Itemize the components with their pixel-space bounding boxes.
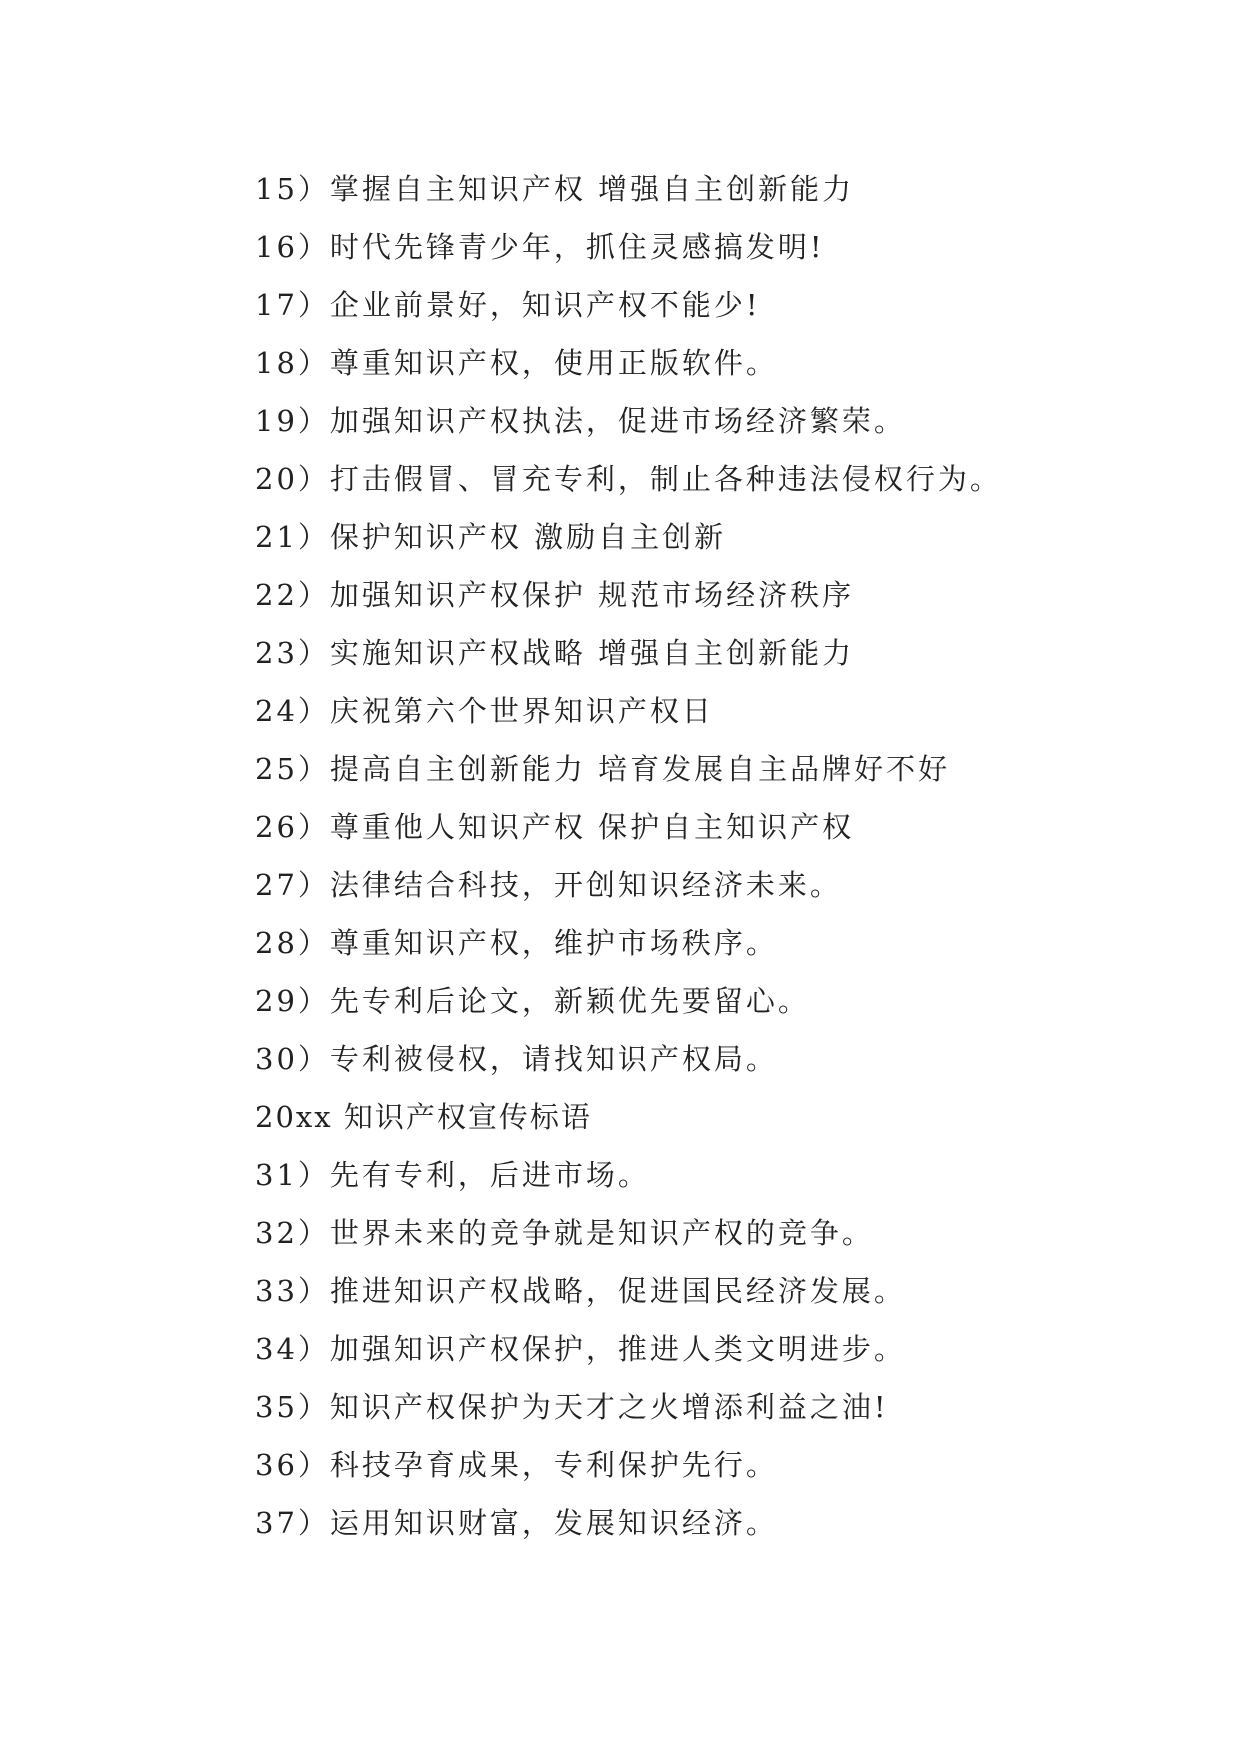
section-heading: 20xx 知识产权宣传标语 <box>255 1100 592 1134</box>
slogan-line-15: 15）掌握自主知识产权 增强自主创新能力 <box>255 172 855 206</box>
slogan-line-33: 33）推进知识产权战略，促进国民经济发展。 <box>255 1274 906 1308</box>
slogan-line-24: 24）庆祝第六个世界知识产权日 <box>255 694 714 728</box>
slogan-line-32: 32）世界未来的竞争就是知识产权的竞争。 <box>255 1216 874 1250</box>
slogan-line-20: 20）打击假冒、冒充专利，制止各种违法侵权行为。 <box>255 462 1002 496</box>
slogan-line-26: 26）尊重他人知识产权 保护自主知识产权 <box>255 810 855 844</box>
slogan-line-23: 23）实施知识产权战略 增强自主创新能力 <box>255 636 855 670</box>
slogan-line-19: 19）加强知识产权执法，促进市场经济繁荣。 <box>255 404 906 438</box>
slogan-line-29: 29）先专利后论文，新颖优先要留心。 <box>255 984 810 1018</box>
slogan-line-18: 18）尊重知识产权，使用正版软件。 <box>255 346 778 380</box>
slogan-line-37: 37）运用知识财富，发展知识经济。 <box>255 1506 778 1540</box>
slogan-line-21: 21）保护知识产权 激励自主创新 <box>255 520 727 554</box>
slogan-line-22: 22）加强知识产权保护 规范市场经济秩序 <box>255 578 855 612</box>
slogan-line-28: 28）尊重知识产权，维护市场秩序。 <box>255 926 778 960</box>
slogan-line-34: 34）加强知识产权保护，推进人类文明进步。 <box>255 1332 906 1366</box>
slogan-list <box>255 160 1155 1552</box>
slogan-line-16: 16）时代先锋青少年，抓住灵感搞发明! <box>255 230 825 264</box>
slogan-line-36: 36）科技孕育成果，专利保护先行。 <box>255 1448 778 1482</box>
slogan-line-27: 27）法律结合科技，开创知识经济未来。 <box>255 868 842 902</box>
slogan-line-25: 25）提高自主创新能力 培育发展自主品牌好不好 <box>255 752 951 786</box>
slogan-line-17: 17）企业前景好，知识产权不能少! <box>255 288 761 322</box>
slogan-line-31: 31）先有专利，后进市场。 <box>255 1158 650 1192</box>
slogan-line-35: 35）知识产权保护为天才之火增添利益之油! <box>255 1390 889 1424</box>
slogan-line-30: 30）专利被侵权，请找知识产权局。 <box>255 1042 778 1076</box>
